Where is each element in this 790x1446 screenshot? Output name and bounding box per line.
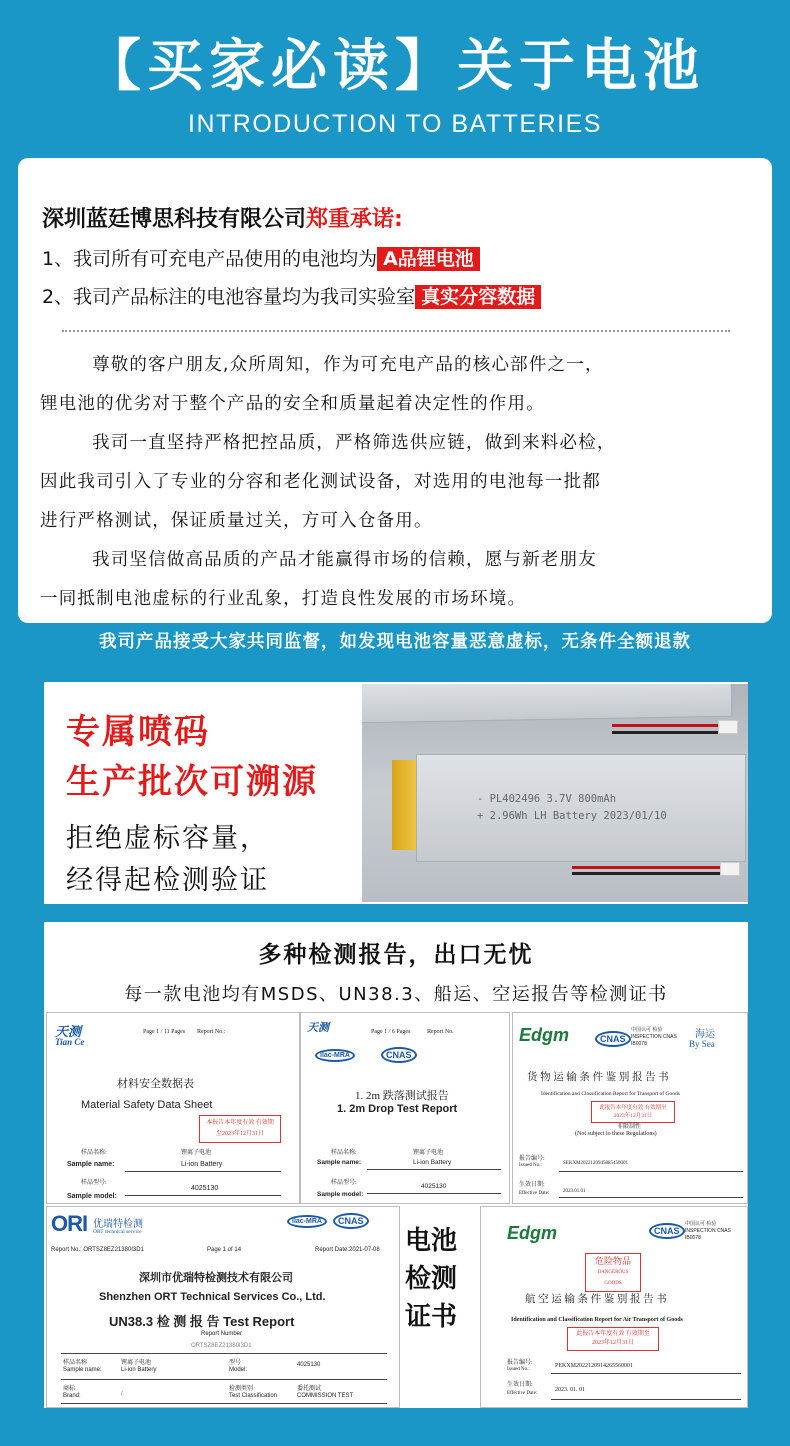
test-class-value-cn: 委托测试	[297, 1386, 322, 1392]
ort-logo-cn: 优瑞特检测	[93, 1219, 143, 1230]
page-subtitle: INTRODUCTION TO BATTERIES	[188, 110, 602, 138]
batch-code-text	[44, 682, 362, 904]
form-line	[367, 1169, 501, 1170]
doc-title-en: Material Safety Data Sheet	[81, 1099, 213, 1111]
page-number: Page 1 / 11 Pages	[143, 1029, 186, 1035]
company-pledge	[42, 202, 403, 233]
promise-2-highlight: 真实分容数据	[415, 285, 541, 309]
sample-model-cn: 样品型号:	[331, 1180, 357, 1186]
battery-photo	[362, 684, 748, 902]
battery-print-line-2: + 2.96Wh LH Battery 2023/01/10	[477, 810, 667, 822]
validity-stamp: 本报告本年度有效 有效期至2023年12月31日	[199, 1115, 281, 1143]
test-class-label: Test Classification	[229, 1393, 278, 1399]
sample-model-cn: 样品型号:	[81, 1180, 107, 1186]
issued-no-value: PEKXM2022120914265560001	[555, 1363, 634, 1369]
report-no: Report No.	[427, 1029, 454, 1035]
air-transport-report	[480, 1206, 748, 1408]
form-line	[559, 1197, 743, 1198]
sample-model-label: Sample model:	[317, 1191, 364, 1198]
tiance-logo-en: Tian Ce	[55, 1037, 85, 1047]
form-line	[61, 1353, 387, 1354]
connector	[718, 720, 738, 734]
company-name: 深圳蓝廷博思科技有限公司	[42, 207, 307, 232]
paragraph-line: 我司坚信做高品质的产品才能赢得市场的信赖，愿与新老朋友	[92, 550, 597, 570]
report-no: Report No.:	[197, 1029, 226, 1035]
doc-title-cn: 1. 2m 跌落测试报告	[355, 1090, 449, 1102]
batch-code-line-4: 经得起检测验证	[66, 865, 269, 896]
connector	[720, 862, 740, 876]
wire-red	[612, 724, 722, 727]
doc-title-cn: 货 物 运 输 条 件 鉴 别 报 告 书	[527, 1072, 669, 1083]
cnas-badge: CNAS	[649, 1223, 685, 1239]
doc-title-en: Identification and Classification Report for Air Transport of Goods	[511, 1317, 683, 1323]
model-label: Model:	[229, 1367, 248, 1373]
wire-black	[612, 731, 722, 734]
cnas-badge: CNAS	[595, 1031, 631, 1047]
sample-name-value: Li-ion Battery	[121, 1367, 157, 1373]
drop-test-report	[300, 1012, 510, 1204]
paragraph-line: 一同抵制电池虚标的行业乱象，打造良性发展的市场环境。	[40, 589, 527, 609]
report-number-value: ORTSZ8EZ21380I3D1	[191, 1343, 252, 1349]
wire-red	[572, 866, 722, 869]
doc-title-en: 1. 2m Drop Test Report	[337, 1103, 458, 1115]
pledge-label: 郑重承诺:	[306, 207, 403, 232]
doc-title-en: Identification and Classification Report for Transport of Goods	[541, 1091, 680, 1097]
battery-top	[362, 684, 732, 723]
refund-notice: 我司产品接受大家共同监督，如发现电池容量恶意虚标，无条件全额退款	[99, 632, 691, 652]
doc-title-cn: 材料安全数据表	[117, 1078, 194, 1090]
issued-no-label: Issued No.:	[519, 1163, 542, 1168]
paragraph-line: 因此我司引入了专业的分容和老化测试设备，对选用的电池每一批都	[40, 472, 601, 492]
sample-name-value-cn: 锂离子电池	[121, 1360, 152, 1366]
brand-cn: 商标	[63, 1386, 76, 1392]
sample-name-label: Sample name:	[317, 1159, 362, 1166]
certificates-subtitle: 每一款电池均有MSDS、UN38.3、船运、空运报告等检测证书	[124, 984, 668, 1005]
dangerous-goods-stamp	[585, 1253, 641, 1292]
form-line	[125, 1171, 281, 1172]
sample-name-value-cn: 锂离子电池	[413, 1150, 444, 1156]
date-value: 2023. 01. 01	[555, 1387, 585, 1393]
battery-print-line-1: - PL402496 3.7V 800mAh	[477, 793, 617, 805]
form-line	[367, 1193, 501, 1194]
promise-1-highlight: A品锂电池	[377, 247, 480, 271]
batch-code-line-2: 生产批次可溯源	[66, 762, 318, 802]
promise-1	[42, 244, 480, 271]
company-cn: 深圳市优瑞特检测技术有限公司	[139, 1272, 293, 1284]
brand-label: Brand:	[63, 1393, 81, 1399]
cnas-badge-caption: 中国认可 检验 INSPECTION CNAS IB0078	[631, 1027, 677, 1047]
edgm-logo: Edgm	[519, 1025, 570, 1045]
batch-code-section	[42, 680, 750, 906]
doc-title-cn: 航 空 运 输 条 件 鉴 别 报 告 书	[525, 1294, 667, 1305]
model-cn: 型号	[229, 1360, 242, 1366]
battery-cert-vertical-title: 电池检测证书	[404, 1226, 457, 1332]
paragraph-line: 我司一直坚持严格把控品质，严格筛选供应链，做到来料必检，	[92, 433, 616, 453]
date-value: 2023.01.01	[563, 1189, 586, 1194]
cnas-badge: CNAS	[333, 1213, 369, 1229]
cnas-badge: CNAS	[381, 1047, 417, 1063]
dangerous-goods-en: DANGEROUS GOODS	[597, 1270, 629, 1286]
sample-model-value: 4025130	[421, 1183, 447, 1190]
report-no-cn: 报告编号:	[507, 1360, 533, 1366]
tiance-logo: 天测	[55, 1024, 82, 1039]
ort-logo-en: ORT technical service	[93, 1229, 142, 1235]
sea-label: 海运	[695, 1029, 715, 1040]
issued-no-label: Issued No.:	[507, 1367, 530, 1372]
sample-name-value-cn: 锂离子电池	[181, 1150, 212, 1156]
battery-main	[416, 754, 746, 862]
sample-name-cn: 样品名称	[63, 1360, 88, 1366]
batch-code-line-1: 专属喷码	[66, 712, 210, 752]
brand-value: /	[121, 1391, 123, 1397]
issued-no-value: SEKXM2022120945885450001	[563, 1161, 629, 1166]
sample-name-value: Li-ion Battery	[181, 1161, 223, 1168]
date-label: Effective Date:	[519, 1191, 550, 1196]
report-number-label: Report Number	[201, 1331, 243, 1337]
form-line	[61, 1403, 387, 1404]
tiance-logo: 天测	[307, 1022, 329, 1034]
page-number: Page 1 / 6 Pages	[371, 1029, 411, 1035]
un383-report	[46, 1206, 400, 1408]
battery-tab	[392, 760, 418, 850]
page-title: 【买家必读】关于电池	[85, 34, 705, 99]
test-class-value: COMMISSION TEST	[297, 1393, 354, 1399]
intro-card	[18, 158, 772, 623]
company-en: Shenzhen ORT Technical Services Co., Ltd.	[99, 1291, 326, 1303]
sample-name-cn: 样品名称:	[331, 1150, 357, 1156]
form-line	[551, 1399, 741, 1400]
model-value: 4025130	[297, 1362, 321, 1368]
msds-report	[46, 1012, 300, 1204]
form-line	[61, 1379, 387, 1380]
wire-black	[572, 872, 722, 875]
doc-title: UN38.3 检 测 报 告 Test Report	[109, 1314, 295, 1329]
certificates-section	[42, 920, 750, 1410]
promise-2	[42, 282, 541, 309]
validity-stamp: 此报告本年度有效 有效期至2023年12月31日	[591, 1101, 675, 1123]
certificates-title: 多种检测报告，出口无忧	[258, 942, 534, 968]
sample-name-value: Li-ion Battery	[413, 1159, 452, 1166]
batch-code-line-3: 拒绝虚标容量，	[66, 823, 269, 854]
form-line	[551, 1373, 741, 1374]
page-number: Page 1 of 14	[207, 1247, 242, 1253]
sea-transport-report	[512, 1012, 748, 1204]
not-subject-en: (Not subject to these Regulations)	[575, 1131, 657, 1137]
paragraph-line: 锂电池的优劣对于整个产品的安全和质量起着决定性的作用。	[40, 394, 545, 414]
promise-2-text: 2、我司产品标注的电池容量均为我司实验室	[42, 286, 416, 308]
cnas-badge-caption: 中国认可 检验 INSPECTION CNAS IB0078	[685, 1221, 731, 1241]
validity-stamp: 此报告本年度有效 有效期至2023年12月31日	[567, 1327, 659, 1351]
ilac-mra-badge: ilac-MRA	[287, 1215, 327, 1228]
edgm-logo: Edgm	[507, 1223, 558, 1243]
promise-1-text: 1、我司所有可充电产品使用的电池均为	[42, 248, 378, 270]
sample-name-cn: 样品名称:	[81, 1150, 107, 1156]
ort-logo: ORI	[51, 1211, 88, 1236]
test-class-cn: 检测类别	[229, 1386, 254, 1392]
ilac-mra-badge: ilac-MRA	[315, 1049, 355, 1062]
paragraph-line: 进行严格测试，保证质量过关，方可入仓备用。	[40, 511, 433, 531]
sample-model-value: 4025130	[191, 1185, 219, 1192]
report-no-cn: 报告编号:	[519, 1156, 545, 1162]
sample-model-label: Sample model:	[67, 1193, 117, 1200]
sample-name-label: Sample name:	[67, 1161, 115, 1168]
date-cn: 生效日期:	[507, 1382, 533, 1388]
not-subject-cn: 非限制性	[617, 1124, 642, 1130]
report-no: Report No.: ORTSZ8EZ21380I3D1	[51, 1247, 144, 1253]
sea-label-en: By Sea	[689, 1039, 715, 1049]
paragraph-line: 尊敬的客户朋友,众所周知，作为可充电产品的核心部件之一，	[92, 355, 604, 375]
divider	[62, 330, 730, 332]
report-date: Report Date:2021-07-08	[315, 1247, 380, 1253]
battery-print	[477, 791, 667, 825]
form-line	[125, 1195, 281, 1196]
sample-name-label: Sample name:	[63, 1367, 102, 1373]
date-cn: 生效日期:	[519, 1182, 545, 1188]
date-label: Effective Date:	[507, 1391, 538, 1396]
dangerous-goods-cn: 危险物品	[594, 1256, 631, 1266]
form-line	[559, 1171, 743, 1172]
